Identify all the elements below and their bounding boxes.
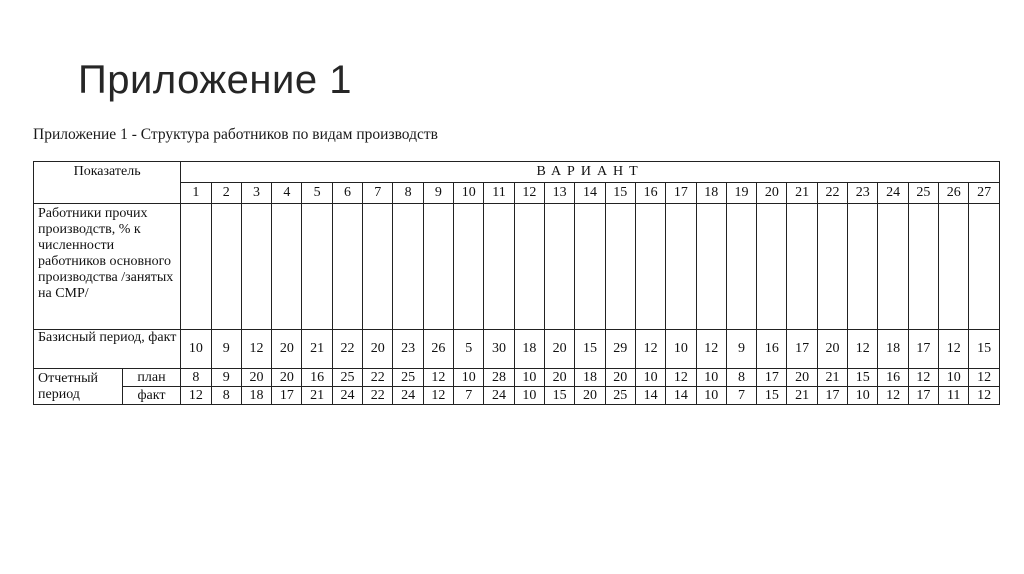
row-label-report-period: Отчетный период <box>34 369 123 405</box>
table-caption: Приложение 1 - Структура работников по видам производств <box>33 126 438 143</box>
other-workers-value-cell <box>575 204 605 330</box>
base-period-value-cell: 10 <box>666 330 696 369</box>
variant-number-cell: 16 <box>635 183 665 204</box>
variant-number-cell: 2 <box>211 183 241 204</box>
other-workers-value-cell <box>363 204 393 330</box>
other-workers-value-cell <box>181 204 211 330</box>
base-period-value-cell: 17 <box>787 330 817 369</box>
base-period-value-cell: 26 <box>423 330 453 369</box>
variant-header: ВАРИАНТ <box>181 162 1000 183</box>
base-period-value-cell: 22 <box>332 330 362 369</box>
variant-number-cell: 22 <box>817 183 847 204</box>
row-report-fact <box>34 387 1000 405</box>
plan-value-cell: 17 <box>757 369 787 387</box>
plan-value-cell: 10 <box>939 369 969 387</box>
header-row-1 <box>34 162 1000 183</box>
fact-value-cell: 17 <box>272 387 302 405</box>
row-report-plan <box>34 369 1000 387</box>
fact-value-cell: 15 <box>757 387 787 405</box>
fact-value-cell: 24 <box>332 387 362 405</box>
plan-value-cell: 20 <box>605 369 635 387</box>
plan-value-cell: 10 <box>696 369 726 387</box>
plan-value-cell: 16 <box>302 369 332 387</box>
fact-value-cell: 10 <box>514 387 544 405</box>
other-workers-value-cell <box>484 204 514 330</box>
plan-value-cell: 12 <box>666 369 696 387</box>
base-period-value-cell: 20 <box>272 330 302 369</box>
other-workers-value-cell <box>332 204 362 330</box>
row-label-other-workers: Работники прочих производств, % к численности работников основного производства /занятых на СМР/ <box>34 204 181 330</box>
plan-value-cell: 8 <box>726 369 756 387</box>
fact-value-cell: 15 <box>544 387 574 405</box>
variant-number-cell: 18 <box>696 183 726 204</box>
base-period-value-cell: 15 <box>575 330 605 369</box>
row-other-workers <box>34 204 1000 330</box>
other-workers-value-cell <box>726 204 756 330</box>
plan-value-cell: 12 <box>969 369 1000 387</box>
fact-value-cell: 20 <box>575 387 605 405</box>
fact-value-cell: 21 <box>302 387 332 405</box>
other-workers-value-cell <box>817 204 847 330</box>
plan-value-cell: 25 <box>393 369 423 387</box>
variant-number-cell: 11 <box>484 183 514 204</box>
plan-value-cell: 20 <box>544 369 574 387</box>
plan-value-cell: 20 <box>272 369 302 387</box>
base-period-value-cell: 21 <box>302 330 332 369</box>
variant-number-cell: 13 <box>544 183 574 204</box>
other-workers-value-cell <box>848 204 878 330</box>
plan-value-cell: 18 <box>575 369 605 387</box>
base-period-value-cell: 10 <box>181 330 211 369</box>
fact-value-cell: 14 <box>635 387 665 405</box>
base-period-value-cell: 12 <box>696 330 726 369</box>
fact-value-cell: 10 <box>696 387 726 405</box>
fact-value-cell: 21 <box>787 387 817 405</box>
variant-number-cell: 1 <box>181 183 211 204</box>
variant-number-cell: 19 <box>726 183 756 204</box>
base-period-value-cell: 12 <box>939 330 969 369</box>
variant-number-cell: 24 <box>878 183 908 204</box>
variant-number-cell: 23 <box>848 183 878 204</box>
base-period-value-cell: 15 <box>969 330 1000 369</box>
plan-value-cell: 12 <box>423 369 453 387</box>
fact-value-cell: 7 <box>454 387 484 405</box>
variant-number-cell: 7 <box>363 183 393 204</box>
other-workers-value-cell <box>666 204 696 330</box>
variant-number-cell: 3 <box>241 183 271 204</box>
other-workers-value-cell <box>211 204 241 330</box>
variant-number-cell: 5 <box>302 183 332 204</box>
variant-number-cell: 20 <box>757 183 787 204</box>
plan-value-cell: 10 <box>454 369 484 387</box>
base-period-value-cell: 9 <box>211 330 241 369</box>
variant-number-cell: 27 <box>969 183 1000 204</box>
other-workers-value-cell <box>696 204 726 330</box>
plan-value-cell: 16 <box>878 369 908 387</box>
sublabel-fact: факт <box>122 387 180 405</box>
other-workers-value-cell <box>787 204 817 330</box>
plan-value-cell: 10 <box>514 369 544 387</box>
variant-number-cell: 21 <box>787 183 817 204</box>
base-period-value-cell: 18 <box>878 330 908 369</box>
fact-value-cell: 8 <box>211 387 241 405</box>
fact-value-cell: 17 <box>817 387 847 405</box>
fact-value-cell: 12 <box>878 387 908 405</box>
other-workers-value-cell <box>939 204 969 330</box>
plan-value-cell: 20 <box>787 369 817 387</box>
plan-value-cell: 10 <box>635 369 665 387</box>
other-workers-value-cell <box>969 204 1000 330</box>
base-period-value-cell: 30 <box>484 330 514 369</box>
other-workers-value-cell <box>605 204 635 330</box>
other-workers-value-cell <box>393 204 423 330</box>
other-workers-value-cell <box>635 204 665 330</box>
base-period-value-cell: 16 <box>757 330 787 369</box>
fact-value-cell: 24 <box>484 387 514 405</box>
fact-value-cell: 12 <box>969 387 1000 405</box>
plan-value-cell: 28 <box>484 369 514 387</box>
plan-value-cell: 25 <box>332 369 362 387</box>
base-period-value-cell: 9 <box>726 330 756 369</box>
variant-number-cell: 14 <box>575 183 605 204</box>
variant-number-cell: 17 <box>666 183 696 204</box>
base-period-value-cell: 29 <box>605 330 635 369</box>
base-period-value-cell: 23 <box>393 330 423 369</box>
base-period-value-cell: 12 <box>241 330 271 369</box>
base-period-value-cell: 17 <box>908 330 938 369</box>
plan-value-cell: 15 <box>848 369 878 387</box>
row-label-base-period: Базисный период, факт <box>34 330 181 369</box>
fact-value-cell: 22 <box>363 387 393 405</box>
other-workers-value-cell <box>757 204 787 330</box>
variant-number-cell: 10 <box>454 183 484 204</box>
base-period-value-cell: 20 <box>544 330 574 369</box>
plan-value-cell: 9 <box>211 369 241 387</box>
base-period-value-cell: 18 <box>514 330 544 369</box>
plan-value-cell: 21 <box>817 369 847 387</box>
row-base-period <box>34 330 1000 369</box>
plan-value-cell: 22 <box>363 369 393 387</box>
variant-number-cell: 25 <box>908 183 938 204</box>
fact-value-cell: 24 <box>393 387 423 405</box>
fact-value-cell: 12 <box>181 387 211 405</box>
other-workers-value-cell <box>272 204 302 330</box>
variant-number-cell: 15 <box>605 183 635 204</box>
variant-number-cell: 26 <box>939 183 969 204</box>
other-workers-value-cell <box>302 204 332 330</box>
sublabel-plan: план <box>122 369 180 387</box>
fact-value-cell: 10 <box>848 387 878 405</box>
indicator-header: Показатель <box>34 162 181 204</box>
variants-table <box>33 161 1000 405</box>
fact-value-cell: 7 <box>726 387 756 405</box>
other-workers-value-cell <box>878 204 908 330</box>
variant-number-cell: 12 <box>514 183 544 204</box>
fact-value-cell: 14 <box>666 387 696 405</box>
other-workers-value-cell <box>423 204 453 330</box>
fact-value-cell: 17 <box>908 387 938 405</box>
variant-number-cell: 6 <box>332 183 362 204</box>
fact-value-cell: 11 <box>939 387 969 405</box>
other-workers-value-cell <box>514 204 544 330</box>
slide-title: Приложение 1 <box>78 58 352 102</box>
other-workers-value-cell <box>454 204 484 330</box>
plan-value-cell: 8 <box>181 369 211 387</box>
fact-value-cell: 25 <box>605 387 635 405</box>
other-workers-value-cell <box>908 204 938 330</box>
other-workers-value-cell <box>241 204 271 330</box>
plan-value-cell: 12 <box>908 369 938 387</box>
other-workers-value-cell <box>544 204 574 330</box>
variant-number-cell: 4 <box>272 183 302 204</box>
plan-value-cell: 20 <box>241 369 271 387</box>
fact-value-cell: 18 <box>241 387 271 405</box>
base-period-value-cell: 12 <box>635 330 665 369</box>
base-period-value-cell: 20 <box>363 330 393 369</box>
base-period-value-cell: 20 <box>817 330 847 369</box>
fact-value-cell: 12 <box>423 387 453 405</box>
base-period-value-cell: 12 <box>848 330 878 369</box>
base-period-value-cell: 5 <box>454 330 484 369</box>
variant-number-cell: 8 <box>393 183 423 204</box>
variant-number-cell: 9 <box>423 183 453 204</box>
